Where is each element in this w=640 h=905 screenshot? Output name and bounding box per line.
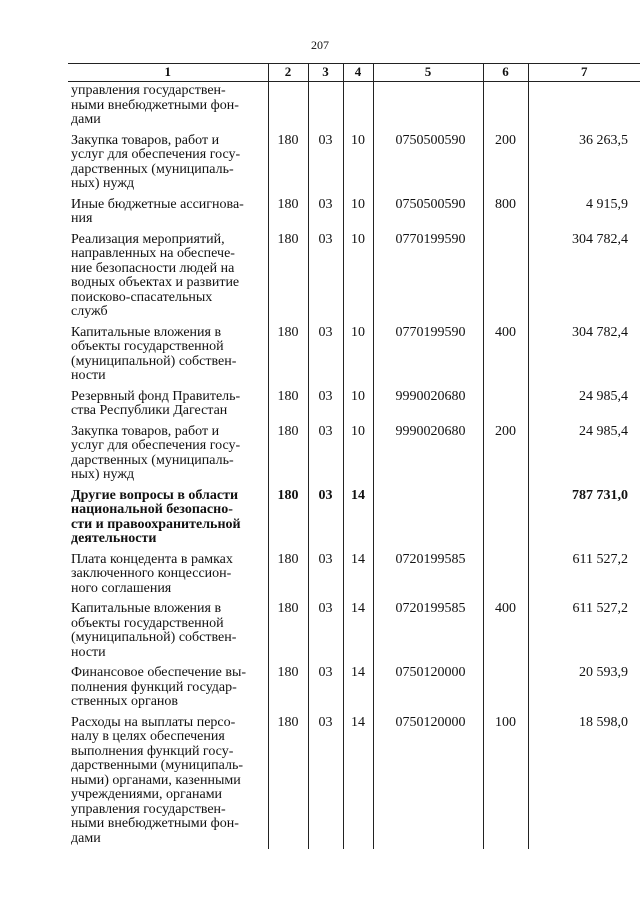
row-code-subsection: 10 [343, 422, 373, 486]
row-code-admin: 180 [268, 230, 308, 323]
row-code-admin: 180 [268, 422, 308, 486]
row-name: Финансовое обеспечение вы- полнения функций государ- ственных органов [71, 665, 247, 709]
row-code-target: 0770199590 [373, 323, 483, 387]
row-name: Реализация мероприятий, направленных на обеспече- ние безопасности людей на водных объектах и развитие поисково-спасательных служб [71, 231, 240, 319]
row-code-section: 03 [308, 663, 343, 713]
budget-table [68, 63, 640, 849]
row-amount: 787 731,0 [528, 486, 640, 550]
row-code-expense-type: 800 [483, 195, 528, 230]
row-code-subsection: 10 [343, 195, 373, 230]
row-name: Иные бюджетные ассигнова- ния [71, 196, 244, 226]
header-col-3: 3 [308, 64, 343, 82]
row-code-subsection: 14 [343, 486, 373, 550]
row-name: Расходы на выплаты персо- налу в целях обеспечения выполнения функций госу- дарственными (муниципаль- ными) органами, казенными учреждениями, органами управления государствен- ными внебюджетными фон- дами [71, 714, 244, 846]
row-code-admin: 180 [268, 195, 308, 230]
table-row [68, 323, 640, 387]
row-name: Закупка товаров, работ и услуг для обеспечения госу- дарственных (муниципаль- ных) нужд [71, 423, 241, 482]
row-code-target: 9990020680 [373, 387, 483, 422]
row-code-section: 03 [308, 387, 343, 422]
row-code-subsection: 14 [343, 550, 373, 600]
row-code-expense-type: 200 [483, 422, 528, 486]
row-name: Другие вопросы в области национальной безопасно- сти и правоохранительной деятельности [71, 487, 241, 546]
row-code-admin: 180 [268, 599, 308, 663]
row-code-admin: 180 [268, 387, 308, 422]
row-code-expense-type: 400 [483, 323, 528, 387]
row-name: управления государствен- ными внебюджетными фон- дами [71, 83, 239, 127]
table-row [68, 713, 640, 850]
row-code-admin: 180 [268, 663, 308, 713]
row-code-subsection: 14 [343, 663, 373, 713]
row-code-target [373, 486, 483, 550]
row-name: Резервный фонд Правитель- ства Республики Дагестан [71, 388, 241, 418]
row-code-target: 0720199585 [373, 550, 483, 600]
header-col-4: 4 [343, 64, 373, 82]
row-code-target: 0750500590 [373, 131, 483, 195]
header-col-7: 7 [528, 64, 640, 82]
row-name: Капитальные вложения в объекты государственной (муниципальной) собствен- ности [71, 601, 237, 660]
row-amount: 304 782,4 [528, 323, 640, 387]
table-header-row [68, 64, 640, 82]
row-code-subsection: 14 [343, 599, 373, 663]
row-amount: 20 593,9 [528, 663, 640, 713]
row-name: Капитальные вложения в объекты государственной (муниципальной) собствен- ности [71, 324, 237, 383]
row-code-admin: 180 [268, 131, 308, 195]
row-code-admin [268, 82, 308, 131]
row-code-target [373, 82, 483, 131]
row-code-section: 03 [308, 422, 343, 486]
row-code-target: 9990020680 [373, 422, 483, 486]
row-amount: 24 985,4 [528, 422, 640, 486]
row-code-expense-type: 400 [483, 599, 528, 663]
row-code-expense-type: 200 [483, 131, 528, 195]
row-code-target: 0750500590 [373, 195, 483, 230]
table-row [68, 230, 640, 323]
header-col-6: 6 [483, 64, 528, 82]
row-code-target: 0750120000 [373, 713, 483, 850]
table-row [68, 486, 640, 550]
row-code-target: 0720199585 [373, 599, 483, 663]
row-code-target: 0770199590 [373, 230, 483, 323]
row-code-admin: 180 [268, 486, 308, 550]
row-amount: 611 527,2 [528, 599, 640, 663]
row-code-expense-type [483, 550, 528, 600]
row-code-section [308, 82, 343, 131]
row-code-subsection: 10 [343, 323, 373, 387]
row-name: Закупка товаров, работ и услуг для обеспечения госу- дарственных (муниципаль- ных) нужд [71, 132, 241, 191]
row-amount: 4 915,9 [528, 195, 640, 230]
row-code-section: 03 [308, 230, 343, 323]
row-code-section: 03 [308, 599, 343, 663]
row-code-expense-type [483, 230, 528, 323]
table-row [68, 195, 640, 230]
row-code-admin: 180 [268, 550, 308, 600]
table-row [68, 422, 640, 486]
header-col-2: 2 [268, 64, 308, 82]
row-code-expense-type [483, 486, 528, 550]
table-row [68, 131, 640, 195]
row-code-subsection [343, 82, 373, 131]
row-code-section: 03 [308, 323, 343, 387]
row-amount: 24 985,4 [528, 387, 640, 422]
row-name: Плата концедента в рамках заключенного концессион- ного соглашения [71, 551, 233, 596]
row-code-section: 03 [308, 550, 343, 600]
table-row [68, 550, 640, 600]
row-code-section: 03 [308, 713, 343, 850]
header-col-5: 5 [373, 64, 483, 82]
row-amount: 36 263,5 [528, 131, 640, 195]
row-code-admin: 180 [268, 323, 308, 387]
row-amount: 611 527,2 [528, 550, 640, 600]
table-row [68, 82, 640, 131]
table-row [68, 663, 640, 713]
row-amount: 18 598,0 [528, 713, 640, 850]
row-code-expense-type [483, 663, 528, 713]
row-code-expense-type: 100 [483, 713, 528, 850]
page-number: 207 [311, 38, 329, 52]
row-amount: 304 782,4 [528, 230, 640, 323]
row-code-subsection: 10 [343, 387, 373, 422]
row-code-subsection: 10 [343, 131, 373, 195]
table-body [68, 82, 640, 850]
table-row [68, 387, 640, 422]
row-amount [528, 82, 640, 131]
header-col-1: 1 [68, 64, 268, 82]
row-code-subsection: 10 [343, 230, 373, 323]
row-code-section: 03 [308, 131, 343, 195]
row-code-expense-type [483, 82, 528, 131]
row-code-subsection: 14 [343, 713, 373, 850]
row-code-section: 03 [308, 195, 343, 230]
row-code-admin: 180 [268, 713, 308, 850]
row-code-expense-type [483, 387, 528, 422]
table-row [68, 599, 640, 663]
row-code-target: 0750120000 [373, 663, 483, 713]
row-code-section: 03 [308, 486, 343, 550]
